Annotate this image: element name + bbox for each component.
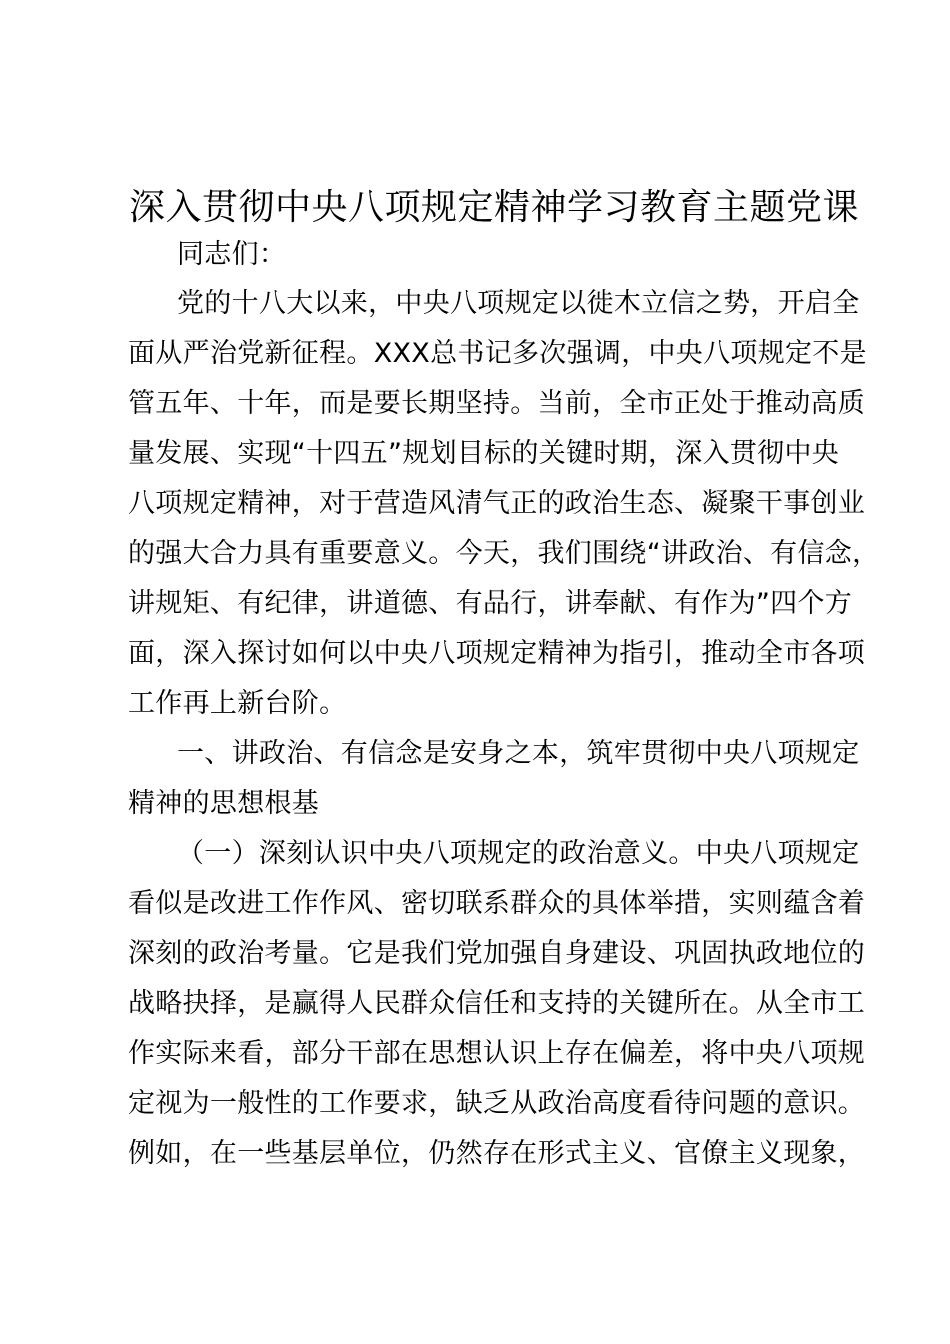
paragraph-line: 作实际来看，部分干部在思想认识上存在偏差，将中央八项规 [128,1038,866,1069]
document-title: 深入贯彻中央八项规定精神学习教育主题党课 [129,187,860,228]
paragraph-line: 量发展、实现“十四五”规划目标的关键时期，深入贯彻中央 [128,438,840,469]
paragraph-line: 讲规矩、有纪律，讲道德、有品行，讲奉献、有作为”四个方 [128,588,853,619]
paragraph-line: 面，深入探讨如何以中央八项规定精神为指引，推动全市各项 [128,638,866,669]
salutation: 同志们： [177,239,287,270]
paragraph-line: 看似是改进工作作风、密切联系群众的具体举措，实则蕴含着 [128,888,866,919]
section-heading: 一、讲政治、有信念是安身之本，筑牢贯彻中央八项规定 [177,738,860,769]
paragraph-line: 战略抉择，是赢得人民群众信任和支持的关键所在。从全市工 [128,988,866,1019]
section-heading: 精神的思想根基 [128,788,320,819]
paragraph-line: 管五年、十年，而是要长期坚持。当前，全市正处于推动高质 [128,388,866,419]
subsection-line: （一）深刻认识中央八项规定的政治意义。中央八项规定 [177,838,860,869]
paragraph-line: 深刻的政治考量。它是我们党加强自身建设、巩固执政地位的 [128,938,866,969]
paragraph-line: 的强大合力具有重要意义。今天，我们围绕“讲政治、有信念， [128,538,880,569]
paragraph-line: 面从严治党新征程。XXX总书记多次强调，中央八项规定不是 [128,338,867,369]
paragraph-line: 定视为一般性的工作要求，缺乏从政治高度看待问题的意识。 [128,1088,866,1119]
paragraph-line: 工作再上新台阶。 [128,688,347,719]
paragraph-line: 八项规定精神，对于营造风清气正的政治生态、凝聚干事创业 [128,488,866,519]
paragraph-line: 例如，在一些基层单位，仍然存在形式主义、官僚主义现象， [128,1138,866,1169]
paragraph-line: 党的十八大以来，中央八项规定以徙木立信之势，开启全 [177,288,860,319]
